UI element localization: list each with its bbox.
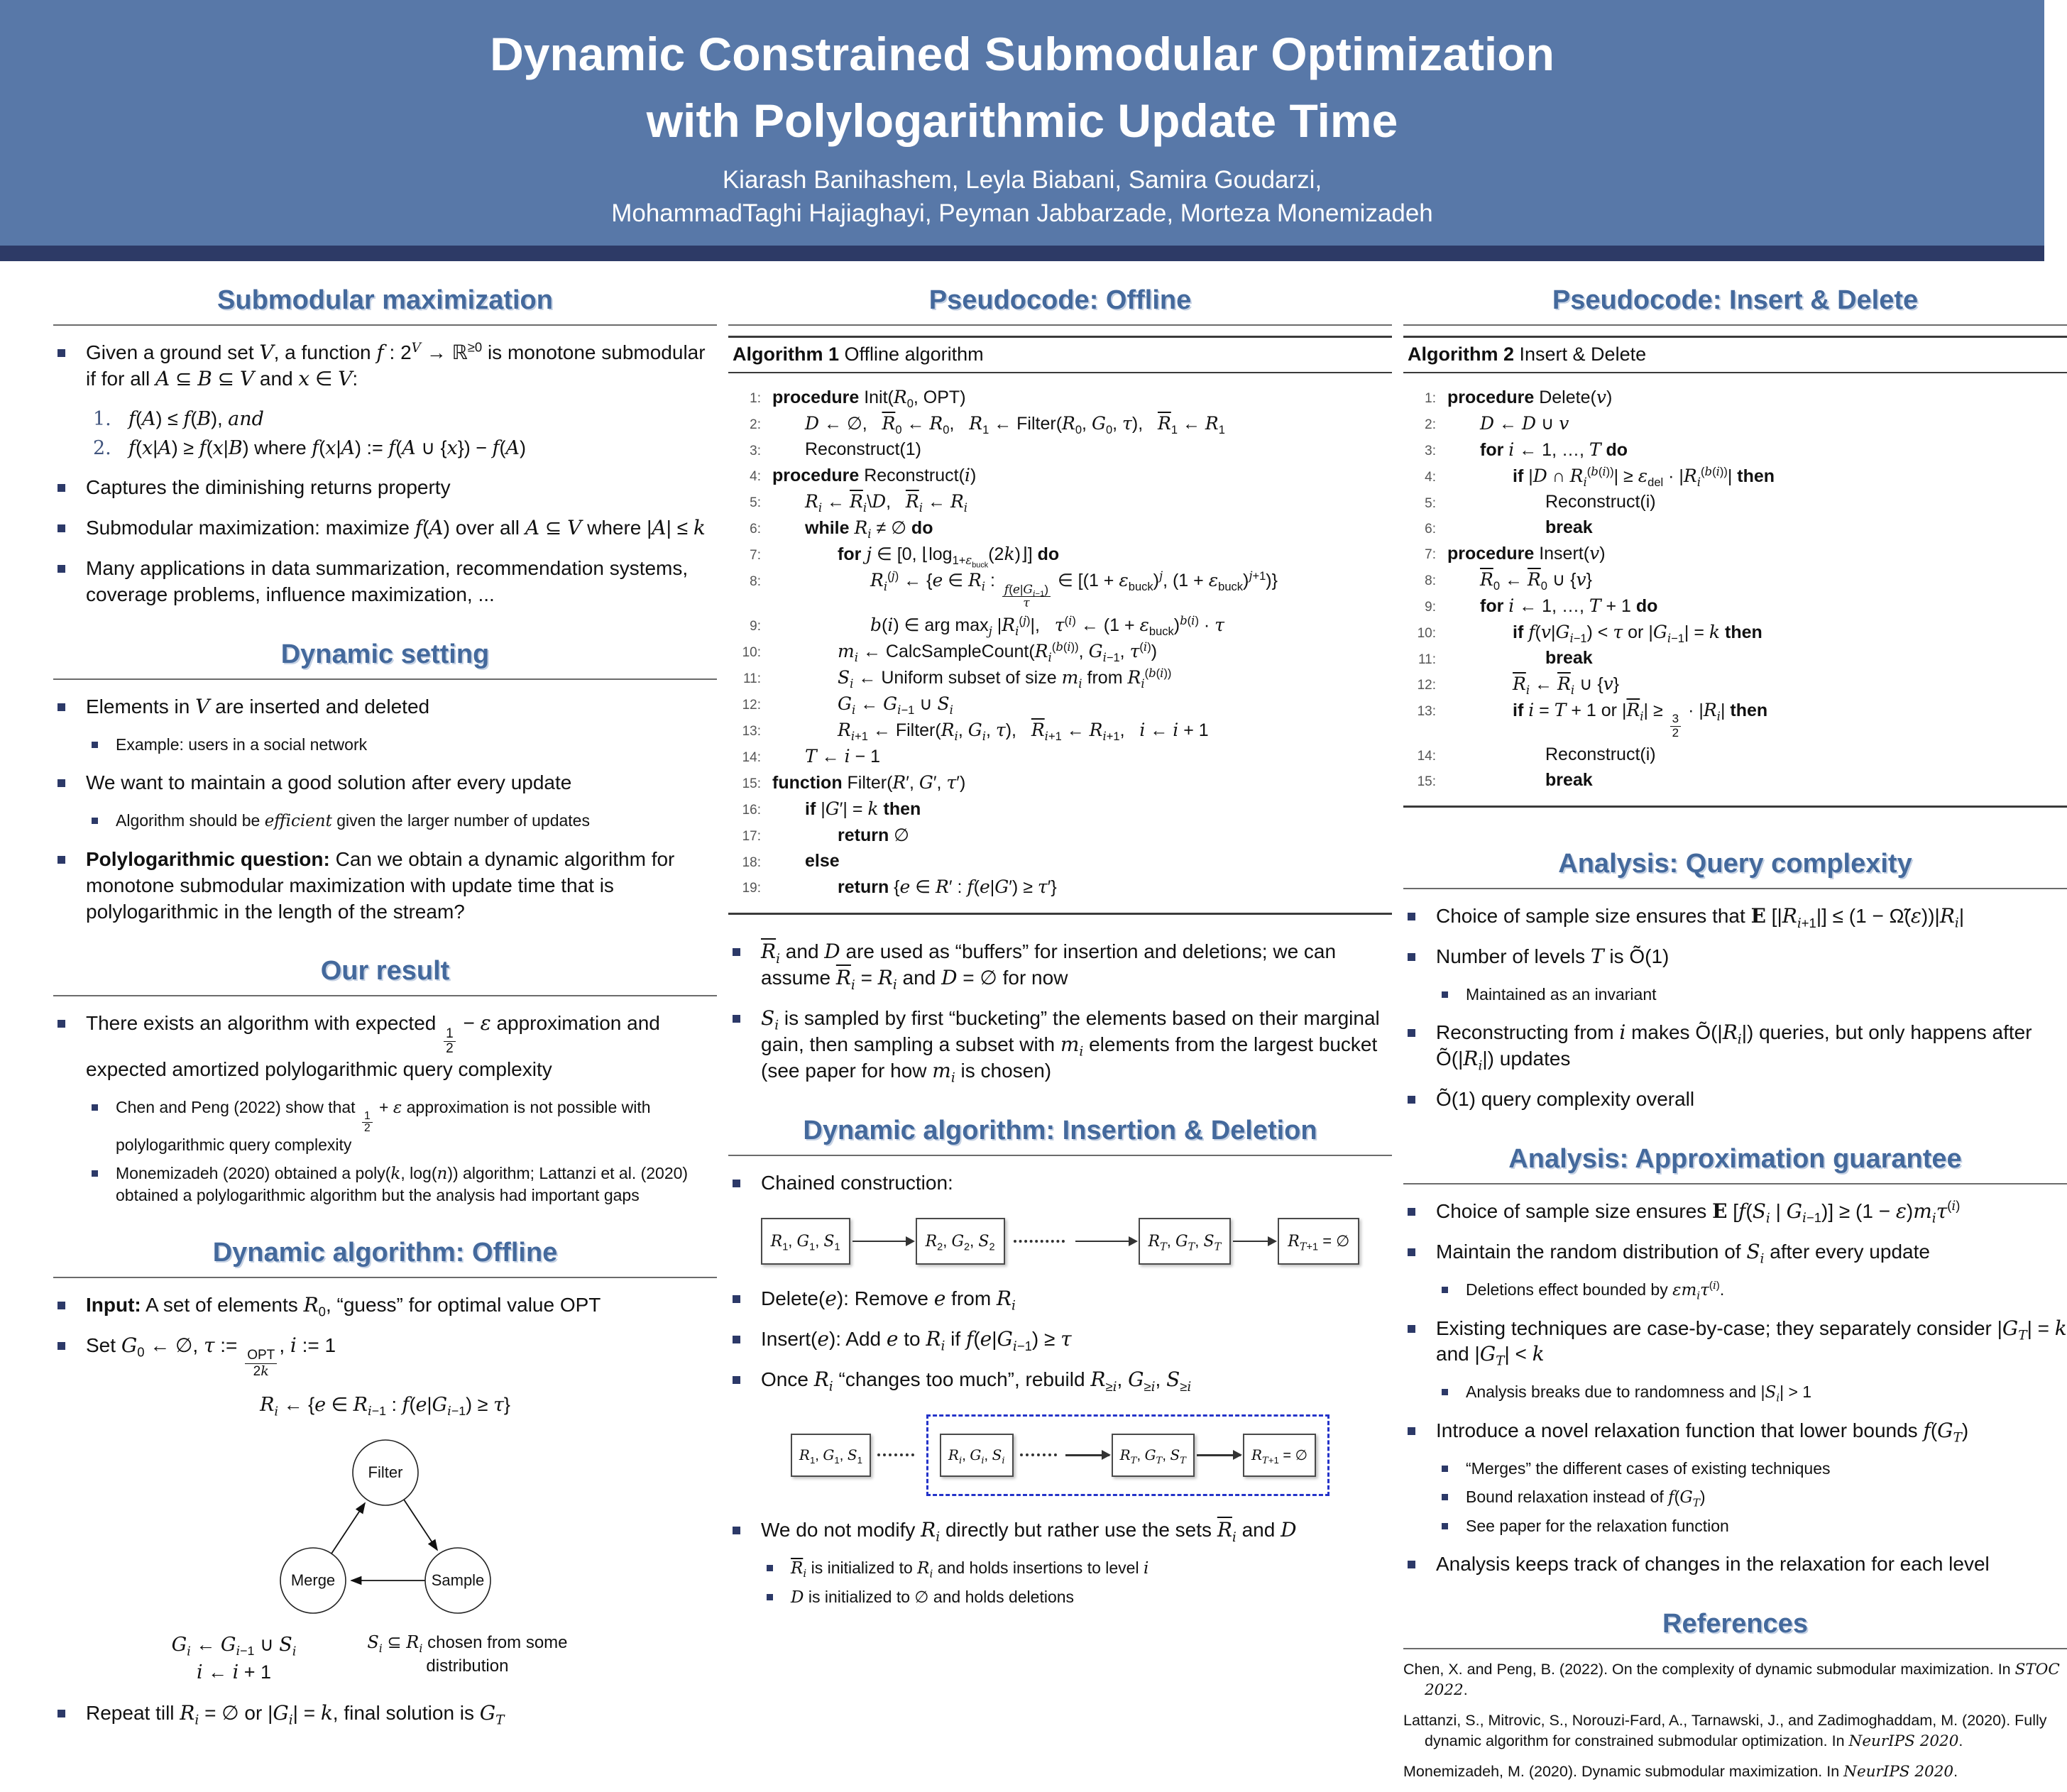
line-number: 12: [742, 698, 761, 713]
line-number: 14: [1417, 749, 1436, 764]
line-number: 6: [1425, 522, 1436, 537]
bullet: Chained construction: [728, 1170, 1392, 1197]
line-code: if |G′| = k then [805, 798, 921, 820]
line-number: 12: [1417, 678, 1436, 693]
chain-box: $R_{T+1}$ = ∅ [1278, 1218, 1359, 1265]
algorithm-line [728, 439, 1392, 460]
bullet: Set $G_0$ ← ∅, τ := $\frac{\text{OPT}}{2k}$ , i := 1 [53, 1333, 717, 1380]
ellipsis-dots [1014, 1240, 1065, 1243]
chain-box: $R_1$, $G_1$, $S_1$ [791, 1434, 871, 1477]
algorithm-line [728, 614, 1392, 639]
line-code: for i ← 1, …, T + 1 do [1480, 595, 1658, 616]
section-submodular-maximization [53, 285, 717, 608]
section-dynamic-algorithm-offline [53, 1238, 717, 1727]
column-left [53, 277, 717, 1792]
poster-header [0, 0, 2044, 246]
bullet: Number of levels T is Õ(1) [1403, 944, 2067, 970]
bullet: Existing techniques are case-by-case; they separately consider $|G_T| = k$ and $|G_T| < k$ [1403, 1316, 2067, 1368]
algorithm-line [728, 720, 1392, 744]
bullet: Introduce a novel relaxation function that lower bounds $f(G_T)$ [1403, 1418, 2067, 1444]
bullet: Insert(e): Add e to $R_i$ if $f(e|G_{i-1}) \ge \tau$ [728, 1326, 1392, 1353]
algorithm-line [728, 693, 1392, 718]
sub-bullet: $\overline{R}_i$ is initialized to $R_i$ and holds insertions to level i [764, 1558, 1392, 1580]
section-our-result [53, 956, 717, 1206]
algorithm-line [728, 772, 1392, 793]
line-number: 15: [742, 776, 761, 792]
header-stripe [0, 246, 2044, 261]
algorithm-line [1403, 387, 2067, 408]
sub-bullet: Bound relaxation instead of $f(G_T)$ [1439, 1487, 2067, 1509]
line-code: procedure $Init(R_0$, OPT) [772, 387, 966, 410]
item-text: f(x|A) ≥ f(x|B) where f(x|A) := f(A ∪ {x}) − f(A) [128, 437, 527, 459]
line-number: 9: [750, 619, 761, 634]
section-rule [53, 995, 717, 996]
sub-bullet: Analysis breaks due to randomness and $|S_i| > 1$ [1439, 1382, 2067, 1404]
bullet: We want to maintain a good solution after every update [53, 770, 717, 796]
line-number: 11: [1418, 652, 1436, 667]
algorithm-line [728, 640, 1392, 665]
line-number: 4: [1425, 470, 1436, 485]
algorithm-1-block [728, 336, 1392, 915]
sample-distribution-label: $S_i$ ⊆ $R_i$ chosen from some distribution [367, 1632, 568, 1676]
chain-box: $R_{T+1}$ = ∅ [1243, 1434, 1316, 1477]
line-number: 8: [1425, 573, 1436, 588]
algorithm-line [728, 413, 1392, 434]
algorithm-line [1403, 648, 2067, 669]
line-number: 17: [742, 829, 761, 845]
filter-rule-formula: $R_i$ ← {e ∈ $R_{i-1}$ : $f(e|G_{i-1}) \ge \tau$} [260, 1393, 510, 1419]
rebuild-diagram [728, 1414, 1392, 1496]
algorithm-2-block [1403, 336, 2067, 808]
line-code: function Filter(R′, G′, τ′) [772, 772, 966, 793]
filter-node-label: Filter [368, 1463, 402, 1481]
line-number: 2: [1425, 417, 1436, 432]
line-number: 3: [750, 444, 761, 458]
line-code: $\overline{R}_i$ ← $\overline{R}_i$ ∪ {v} [1513, 674, 1620, 697]
offline-cycle-diagram [158, 1417, 613, 1631]
section-rule [53, 678, 717, 680]
section-title: Our result [320, 956, 450, 986]
algorithm-line [728, 491, 1392, 515]
algorithm-line [1403, 439, 2067, 461]
algorithm-line [728, 517, 1392, 539]
section-title: Pseudocode: Offline [928, 285, 1192, 315]
cycle-diagram-svg [158, 1417, 613, 1627]
line-code: $m_i$ ← $CalcSampleCount(R_i^{(b(i))}$, $G_{i-1}$, $\tau^{(i)}$) [838, 640, 1158, 665]
section-references [1403, 1609, 2067, 1782]
sub-bullet: Example: users in a social network [89, 735, 717, 756]
section-rule [1403, 1648, 2067, 1649]
bullet: We do not modify $R_i$ directly but rather use the sets $\overline{R}_i$ and D [728, 1517, 1392, 1544]
bullet: Submodular maximization: maximize f(A) over all A ⊆ V where |A| ≤ k [53, 515, 717, 542]
section-rule [728, 1155, 1392, 1156]
algorithm-line [728, 544, 1392, 570]
line-number: 2: [750, 417, 761, 432]
section-pseudocode-offline [728, 285, 1392, 1084]
bullet: Analysis keeps track of changes in the relaxation for each level [1403, 1551, 2067, 1578]
sub-bullet: Algorithm should be efficient given the larger number of updates [89, 810, 717, 832]
merge-update-line2: i ← i + 1 [196, 1661, 272, 1683]
bullet: $S_i$ is sampled by first “bucketing” the elements based on their marginal gain, then sampling a subset with $m_i$ elements from the largest bucket (see paper for how $m_i$ is chosen) [728, 1006, 1392, 1084]
algorithm-line [728, 825, 1392, 846]
sample-node-label: Sample [431, 1571, 484, 1589]
section-rule [1403, 1183, 2067, 1184]
numbered-item [93, 436, 717, 461]
filter-to-sample-arrow [404, 1500, 437, 1550]
line-code: Reconstruct(i) [1545, 744, 1656, 765]
algorithm-2-caption: Algorithm 2 Insert & Delete [1403, 336, 2067, 373]
sub-bullet: “Merges” the different cases of existing techniques [1439, 1458, 2067, 1480]
bullet: Delete(e): Remove e from $R_i$ [728, 1286, 1392, 1312]
numbered-item [93, 407, 717, 431]
item-number: 1. [93, 407, 111, 430]
line-code: $\overline{R}_0$ ← $\overline{R}_0$ ∪ {v} [1480, 569, 1592, 593]
algorithm-line [1403, 744, 2067, 765]
algorithm-line [1403, 622, 2067, 643]
section-title: Dynamic setting [280, 639, 490, 669]
chain-box: $R_T$, $G_T$, $S_T$ [1139, 1218, 1232, 1265]
line-code: else [805, 851, 840, 872]
merge-update-line1: $G_i$ ← $G_{i-1}$ ∪ $S_i$ [171, 1633, 297, 1659]
algorithm-line [1403, 466, 2067, 487]
line-code: if |D ∩ $R_i^{(b(i))}| \ge \varepsilon_{del} \cdot |R_i^{(b(i))}|$ then [1513, 464, 1775, 489]
column-right [1403, 277, 2067, 1792]
line-number: 1: [750, 391, 761, 406]
section-title: Dynamic algorithm: Insertion & Deletion [803, 1116, 1317, 1146]
algorithm-line [728, 570, 1392, 610]
line-number: 4: [750, 469, 761, 484]
bullet: Reconstructing from i makes $Õ(|R_i|)$ queries, but only happens after $Õ(|R_i|)$ updates [1403, 1020, 2067, 1072]
algorithm-line [728, 387, 1392, 408]
authors-line1: Kiarash Banihashem, Leyla Biabani, Samira Goudarzi, [722, 166, 1322, 194]
arrow-right-icon [852, 1241, 914, 1243]
algorithm-2-body [1403, 373, 2067, 808]
line-code: if i = T + 1 or $|\overline{R}_i|$ ≥ $\frac{3}{2}$ · $|R_i|$ then [1513, 700, 1768, 740]
line-code: Reconstruct(1) [805, 439, 921, 459]
section-analysis-approximation-guarantee [1403, 1144, 2067, 1578]
poster-body [0, 261, 2067, 1792]
line-number: 19: [742, 881, 761, 896]
line-number: 10: [1417, 626, 1436, 641]
sub-bullet: Maintained as an invariant [1439, 984, 2067, 1006]
bullet: Elements in V are inserted and deleted [53, 694, 717, 720]
bullet: Polylogarithmic question: Can we obtain a dynamic algorithm for monotone submodular maximization with update time that is polylogarithmic in the length of the stream? [53, 847, 717, 925]
section-rule [1403, 888, 2067, 889]
line-code: procedure Insert(v) [1447, 543, 1606, 564]
line-number: 9: [1425, 600, 1436, 615]
algorithm-line [1403, 700, 2067, 740]
item-text: f(A) ≤ f(B), and [128, 407, 264, 430]
algorithm-line [1403, 674, 2067, 695]
line-number: 18: [742, 855, 761, 871]
algorithm-line [728, 851, 1392, 872]
algorithm-line [728, 876, 1392, 898]
line-number: 8: [750, 574, 761, 590]
line-code: T ← i − 1 [805, 746, 880, 767]
line-number: 1: [1425, 391, 1436, 406]
algorithm-1-body [728, 373, 1392, 915]
line-number: 13: [1417, 704, 1436, 719]
section-pseudocode-insert-delete [1403, 285, 2067, 808]
line-code: Reconstruct(i) [1545, 492, 1656, 512]
line-code: return {e ∈ R′ : f(e|G′) ≥ τ′} [838, 876, 1057, 898]
line-code: $R_{i+1}$ ← $Filter(R_i$, $G_i$, τ), $\overline{R}_{i+1}$ ← $R_{i+1}$, i ← i + 1 [838, 720, 1209, 744]
line-code: $S_i$ ← Uniform subset of size $m_i$ from $R_i^{(b(i))}$ [838, 666, 1172, 691]
cycle-diagram-labels [53, 1631, 717, 1686]
bullet: There exists an algorithm with expected $\frac{1}{2}$ − ε approximation and expected amortized polylogarithmic query complexity [53, 1011, 717, 1083]
section-rule [728, 324, 1392, 326]
arrow-right-icon [1233, 1241, 1276, 1243]
line-number: 13: [742, 724, 761, 740]
line-code: b(i) ∈ arg $\max_j |R_i^{(j)}|$, $\tau^{(i)}$ ← $(1 + \varepsilon_{buck})^{b(i)} \cdot \tau$ [870, 614, 1225, 639]
chain-box: $R_T$, $G_T$, $S_T$ [1112, 1434, 1195, 1477]
section-title: Submodular maximization [217, 285, 553, 315]
line-code: break [1545, 648, 1593, 668]
merge-node-label: Merge [290, 1571, 335, 1589]
sub-bullet: See paper for the relaxation function [1439, 1516, 2067, 1537]
poster-title-line1: Dynamic Constrained Submodular Optimization [490, 28, 1555, 80]
algorithm-line [1403, 543, 2067, 564]
line-number: 3: [1425, 444, 1436, 458]
line-code: $R_i^{(j)}$ ← {e ∈ $R_i$ : $\frac{f(e|G_{i-1})}{\tau}$ ∈ [$(1 + \varepsilon_{buck})^j$, $(1 + \varepsilon_{buck})^{j+1}$)} [870, 568, 1278, 610]
bullet: Input: A set of elements $R_0$, “guess” for optimal value OPT [53, 1292, 717, 1319]
column-middle [728, 277, 1392, 1792]
algorithm-line [1403, 517, 2067, 538]
line-code: for i ← 1, …, T do [1480, 439, 1628, 460]
algorithm-line [728, 465, 1392, 486]
bullet: Once $R_i$ “changes too much”, rebuild $R_{\ge i}$, $G_{\ge i}$, $S_{\ge i}$ [728, 1367, 1392, 1393]
line-number: 14: [742, 750, 761, 766]
bullet: $\overline{R}_i$ and D are used as “buffers” for insertion and deletions; we can assume $\overline{R}_i = R_i$ and D = ∅ for now [728, 939, 1392, 991]
section-title: Analysis: Query complexity [1558, 849, 1912, 879]
algorithm-line [728, 746, 1392, 767]
arrow-right-icon [1075, 1241, 1136, 1243]
bullet: Repeat till $R_i$ = ∅ or $|G_i| = k$, final solution is $G_T$ [53, 1700, 717, 1727]
item-number: 2. [93, 437, 111, 459]
section-rule [53, 1277, 717, 1278]
line-code: if $f(v|G_{i-1}) < \tau$ or $|G_{i-1}| = k$ then [1513, 622, 1762, 645]
line-code: D ← ∅, $\overline{R}_0$ ← $R_0$, $R_1$ ← $Filter(R_0$, $G_0$, τ), $\overline{R}_1$ ← $R_1$ [805, 413, 1225, 436]
line-number: 7: [1425, 547, 1436, 562]
poster-title [0, 0, 2044, 154]
line-code: while $R_i$ ≠ ∅ do [805, 517, 933, 541]
line-code: $R_i$ ← $\overline{R}_i\backslash D$, $\overline{R}_i$ ← $R_i$ [805, 491, 968, 515]
line-code: for j ∈ [0, $⌊\log_{1+\varepsilon_{buck}}(2k)⌋$] do [838, 544, 1060, 570]
chain-box: $R_i$, $G_i$, $S_i$ [940, 1434, 1014, 1477]
authors-line2: MohammadTaghi Hajiaghayi, Peyman Jabbarzade, Morteza Monemizadeh [611, 199, 1433, 227]
algorithm-line [1403, 413, 2067, 434]
merge-to-filter-arrow [331, 1503, 365, 1554]
line-number: 5: [1425, 496, 1436, 511]
line-number: 15: [1417, 774, 1436, 790]
chain-box: $R_2$, $G_2$, $S_2$ [916, 1218, 1005, 1265]
section-rule [53, 324, 717, 326]
arrow-right-icon [1197, 1454, 1241, 1456]
algorithm-line [728, 666, 1392, 691]
section-title: Pseudocode: Insert & Delete [1552, 285, 1919, 315]
bullet: Captures the diminishing returns property [53, 475, 717, 501]
algorithm-1-caption: Algorithm 1 Offline algorithm [728, 336, 1392, 373]
bullet: Many applications in data summarization, recommendation systems, coverage problems, influence maximization, ... [53, 556, 717, 608]
line-number: 11: [742, 671, 761, 687]
ellipsis-dots [877, 1453, 914, 1456]
line-code: return ∅ [838, 825, 909, 846]
line-code: $G_i$ ← $G_{i-1}$ ∪ $S_i$ [838, 693, 953, 718]
algorithm-line [728, 798, 1392, 820]
reference-entry: Monemizadeh, M. (2020). Dynamic submodular maximization. In NeurIPS 2020. [1403, 1762, 1958, 1781]
poster-authors [0, 164, 2044, 229]
line-number: 5: [750, 495, 761, 510]
section-title: Dynamic algorithm: Offline [212, 1238, 558, 1268]
sub-bullet: Deletions effect bounded by $\varepsilon m_i\tau^{(i)}$. [1439, 1280, 2067, 1302]
line-code: procedure Delete(v) [1447, 387, 1613, 407]
section-dynamic-setting [53, 639, 717, 925]
poster-title-line2: with Polylogarithmic Update Time [646, 94, 1398, 147]
chain-box: $R_1$, $G_1$, $S_1$ [761, 1218, 850, 1265]
algorithm-line [1403, 770, 2067, 791]
algorithm-line [1403, 492, 2067, 512]
line-number: 7: [750, 548, 761, 563]
merge-update-label [172, 1631, 297, 1686]
sub-bullet: Monemizadeh (2020) obtained a poly(k, log(n)) algorithm; Lattanzi et al. (2020) obtained a polylogarithmic algorithm but the analysis had important gaps [89, 1163, 717, 1206]
section-analysis-query-complexity [1403, 849, 2067, 1113]
ellipsis-dots [1020, 1453, 1057, 1456]
section-dynamic-algorithm-insertion-deletion [728, 1116, 1392, 1609]
line-number: 16: [742, 803, 761, 818]
algorithm-line [1403, 569, 2067, 593]
section-rule [1403, 324, 2067, 326]
line-code: procedure Reconstruct(i) [772, 465, 977, 485]
sub-bullet: D is initialized to ∅ and holds deletions [764, 1587, 1392, 1609]
line-code: break [1545, 517, 1593, 537]
section-title: References [1662, 1608, 1808, 1639]
rebuild-scope-box [926, 1414, 1329, 1496]
bullet: Maintain the random distribution of $S_i$ after every update [1403, 1239, 2067, 1265]
bullet: Õ(1) query complexity overall [1403, 1087, 2067, 1113]
sub-bullet: Chen and Peng (2022) show that $\frac{1}{2}$ + ε approximation is not possible with polylogarithmic query complexity [89, 1097, 717, 1156]
algorithm-line [1403, 595, 2067, 617]
section-title: Analysis: Approximation guarantee [1508, 1143, 1962, 1174]
chain-construction-diagram [728, 1218, 1392, 1265]
bullet: Choice of sample size ensures that E $[|R_{i+1}|] \le (1$ − $\Omegã(\varepsilon))|R_i|$ [1403, 903, 2067, 930]
line-code: D ← D ∪ v [1480, 413, 1569, 434]
bullet: Given a ground set V, a function f : $2^V$ → ℝ$^{\ge 0}$ is monotone submodular if for all A ⊆ B ⊆ V and x ∈ V: [53, 340, 717, 392]
reference-entry: Lattanzi, S., Mitrovic, S., Norouzi-Fard, A., Tarnawski, J., and Zadimoghaddam, M. (2020). Fully dynamic algorithm for constrained submodular optimization. In NeurIPS 2020. [1403, 1711, 2047, 1750]
arrow-right-icon [1065, 1454, 1109, 1456]
line-code: break [1545, 770, 1593, 791]
reference-entry: Chen, X. and Peng, B. (2022). On the complexity of dynamic submodular maximization. In STOC 2022. [1403, 1660, 2060, 1699]
line-number: 6: [750, 522, 761, 537]
bullet: Choice of sample size ensures E [$f(S_i$ | $G_{i-1})] \ge (1 - \varepsilon)m_i\tau^{(i)}$ [1403, 1199, 2067, 1225]
line-number: 10: [742, 645, 761, 661]
